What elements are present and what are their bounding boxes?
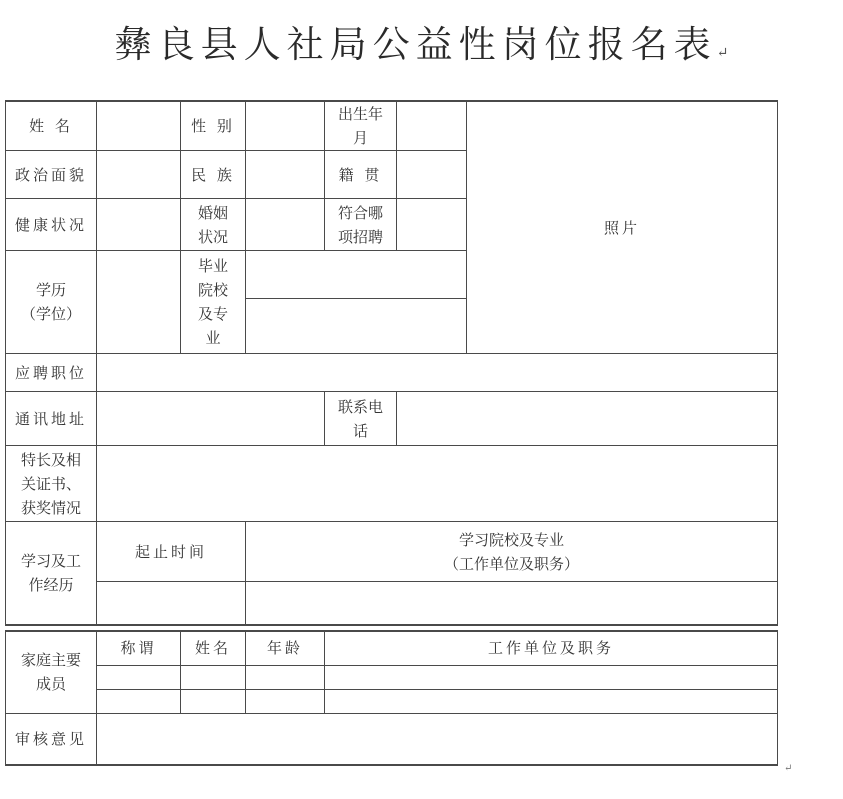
graduation-school-label-line3: 及专 <box>197 305 228 323</box>
registration-form-table <box>5 100 778 626</box>
marital-status-field[interactable] <box>246 199 325 251</box>
education-label-line2: （学位） <box>20 305 81 323</box>
review-opinion-label: 审核意见 <box>6 713 97 765</box>
relation-cell[interactable] <box>97 689 181 713</box>
birth-date-label-line2: 月 <box>352 129 368 147</box>
employer-cell[interactable] <box>325 689 778 713</box>
eligibility-label-line1: 符合哪 <box>337 203 383 222</box>
family-members-table <box>5 630 778 766</box>
gender-field[interactable] <box>246 101 325 151</box>
school-work-header-line1: 学习院校及专业 <box>458 530 564 549</box>
eligibility-field[interactable] <box>397 199 467 251</box>
member-name-cell[interactable] <box>181 665 246 689</box>
employer-header: 工作单位及职务 <box>325 631 778 665</box>
period-field[interactable] <box>97 582 246 625</box>
address-field[interactable] <box>97 392 325 446</box>
health-field[interactable] <box>97 199 181 251</box>
graduation-school-label-line4: 业 <box>205 329 221 347</box>
phone-label-line1: 联系电 <box>337 397 383 416</box>
skills-label-line3: 获奖情况 <box>20 498 81 517</box>
form-title <box>0 14 843 68</box>
native-place-field[interactable] <box>397 151 467 199</box>
school-work-header-line2: （工作单位及职务） <box>443 554 579 573</box>
address-label: 通讯地址 <box>6 392 97 446</box>
education-label-line1: 学历 <box>35 281 66 299</box>
ethnicity-label: 民 族 <box>181 151 246 199</box>
native-place-label: 籍 贯 <box>325 151 397 199</box>
health-label: 健康状况 <box>6 199 97 251</box>
graduation-school-label-line2: 院校 <box>197 281 228 299</box>
relation-header: 称谓 <box>97 631 181 665</box>
age-cell[interactable] <box>246 689 325 713</box>
member-name-cell[interactable] <box>181 689 246 713</box>
ethnicity-field[interactable] <box>246 151 325 199</box>
graduation-school-label <box>181 251 246 354</box>
education-label <box>6 251 97 354</box>
skills-label-line1: 特长及相 <box>20 450 81 469</box>
age-cell[interactable] <box>246 665 325 689</box>
political-status-label: 政治面貌 <box>6 151 97 199</box>
form-title-text: 彝良县人社局公益性岗位报名表 <box>114 23 717 66</box>
name-label: 姓 名 <box>6 101 97 151</box>
skills-label-line2: 关证书、 <box>20 474 81 493</box>
eligibility-label-line2: 项招聘 <box>337 227 383 246</box>
education-field[interactable] <box>97 251 181 354</box>
history-label-line2: 作经历 <box>28 575 74 594</box>
applied-position-field[interactable] <box>97 354 778 392</box>
period-header: 起止时间 <box>97 522 246 582</box>
employer-cell[interactable] <box>325 665 778 689</box>
graduation-school-field[interactable] <box>246 251 466 299</box>
skills-field[interactable] <box>97 446 778 522</box>
political-status-field[interactable] <box>97 151 181 199</box>
school-work-header <box>246 522 778 582</box>
paragraph-mark-icon: ↵ <box>784 763 793 774</box>
major-field[interactable] <box>246 299 466 353</box>
school-work-field[interactable] <box>246 582 778 625</box>
phone-label <box>325 392 397 446</box>
phone-label-line2: 话 <box>352 421 368 440</box>
photo-box[interactable]: 照片 <box>467 101 778 354</box>
birth-date-label <box>325 101 397 151</box>
marital-status-label <box>181 199 246 251</box>
relation-cell[interactable] <box>97 665 181 689</box>
family-members-label <box>6 631 97 713</box>
skills-label <box>6 446 97 522</box>
applied-position-label: 应聘职位 <box>6 354 97 392</box>
family-members-label-line2: 成员 <box>35 675 66 694</box>
member-name-header: 姓名 <box>181 631 246 665</box>
eligibility-label <box>325 199 397 251</box>
birth-date-label-line1: 出生年 <box>337 105 383 123</box>
age-header: 年龄 <box>246 631 325 665</box>
history-label-line1: 学习及工 <box>20 551 81 570</box>
marital-status-label-line2: 状况 <box>197 227 228 246</box>
phone-field[interactable] <box>397 392 778 446</box>
history-label <box>6 522 97 625</box>
marital-status-label-line1: 婚姻 <box>197 203 228 222</box>
birth-date-field[interactable] <box>397 101 467 151</box>
return-mark-icon: ↵ <box>716 45 729 61</box>
gender-label: 性 别 <box>181 101 246 151</box>
name-field[interactable] <box>97 101 181 151</box>
graduation-school-label-line1: 毕业 <box>197 257 228 275</box>
review-opinion-field[interactable] <box>97 713 778 765</box>
family-members-label-line1: 家庭主要 <box>20 651 81 670</box>
graduation-school-field-group <box>246 251 467 354</box>
